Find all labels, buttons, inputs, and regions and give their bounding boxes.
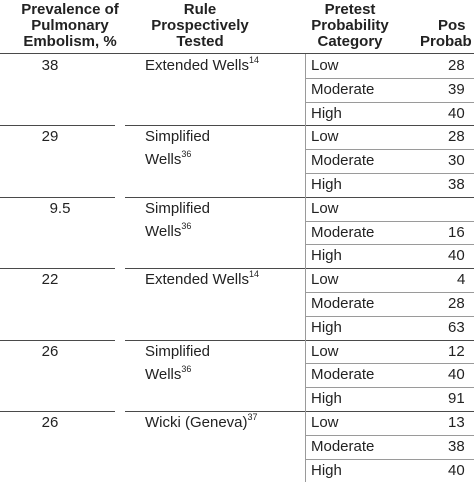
header-rule-line2: Prospectively <box>151 17 249 34</box>
category-label: Low <box>311 342 339 360</box>
subrow-divider <box>306 363 474 364</box>
category-label: Moderate <box>311 295 375 312</box>
rule-name-text: Simplified <box>145 199 211 217</box>
rule-name-text: Wells <box>145 222 182 240</box>
posterior-value: 91 <box>448 390 465 408</box>
subrow-divider <box>306 173 474 174</box>
rule-name <box>145 414 258 432</box>
category-label: Low <box>311 57 339 74</box>
category-label: Low <box>311 199 339 217</box>
category-label: Low <box>311 128 339 146</box>
prevalence-value: 26 <box>41 342 59 360</box>
posterior-value: 38 <box>448 437 465 455</box>
posterior-value: 28 <box>448 57 465 74</box>
subrow-divider <box>306 102 474 103</box>
category-label: Moderate <box>311 437 375 455</box>
prevalence-value: 22 <box>41 271 59 289</box>
header-prevalence-line1: Prevalence of <box>21 1 119 18</box>
subrow-divider <box>306 244 474 245</box>
category-label: Moderate <box>311 366 375 384</box>
section-divider <box>125 197 474 198</box>
prevalence-value: 26 <box>41 414 59 431</box>
category-label: High <box>311 390 342 408</box>
rule-name-line <box>145 414 258 432</box>
category-column-border <box>305 54 306 125</box>
rule-name-text: Simplified <box>145 128 211 146</box>
section-divider <box>125 411 474 412</box>
category-label: High <box>311 104 342 122</box>
section-divider <box>125 268 474 269</box>
rule-name-line <box>145 200 210 218</box>
posterior-value: 30 <box>448 152 465 170</box>
posterior-value: 28 <box>448 295 465 312</box>
subrow-divider <box>306 459 474 460</box>
category-column-border <box>305 340 306 411</box>
rule-name-line <box>145 363 210 384</box>
header-category <box>284 2 416 50</box>
rule-name-text: Extended Wells <box>145 271 249 289</box>
section-divider <box>0 340 115 341</box>
header-rule-line <box>0 53 474 54</box>
header-rule-line1: Rule <box>183 1 217 18</box>
rule-name <box>145 57 259 75</box>
rule-name-text: Extended Wells <box>145 57 249 74</box>
prevalence-value: 9.5 <box>49 199 71 217</box>
subrow-divider <box>306 78 474 79</box>
posterior-value: 13 <box>448 414 465 431</box>
rule-name-line <box>145 271 259 289</box>
subrow-divider <box>306 221 474 222</box>
posterior-value: 63 <box>448 318 465 336</box>
category-column-border <box>305 268 306 339</box>
reference-superscript: 14 <box>248 269 259 280</box>
category-label: Low <box>311 271 339 289</box>
category-label: High <box>311 461 342 479</box>
subrow-divider <box>306 316 474 317</box>
posterior-value: 38 <box>448 176 465 193</box>
rule-name <box>145 128 210 169</box>
subrow-divider <box>306 149 474 150</box>
header-rule-line3: Tested <box>176 33 224 50</box>
posterior-value: 39 <box>448 80 465 98</box>
section-divider <box>125 125 474 126</box>
posterior-value: 40 <box>448 104 465 122</box>
header-posterior-line2: Probab <box>420 33 472 50</box>
header-category-line3: Category <box>317 33 383 50</box>
rule-name-line <box>145 151 210 169</box>
category-label: Moderate <box>311 80 375 98</box>
posterior-value: 12 <box>448 342 465 360</box>
header-prevalence-line3: Embolism, % <box>23 33 117 50</box>
reference-superscript: 36 <box>181 363 192 374</box>
category-label: Low <box>311 414 339 431</box>
header-prevalence <box>0 2 140 50</box>
rule-name-line <box>145 57 259 75</box>
posterior-value: 40 <box>448 366 465 384</box>
category-column-border <box>305 411 306 482</box>
rule-name-text: Wells <box>145 151 182 169</box>
reference-superscript: 37 <box>247 412 258 422</box>
rule-name <box>145 200 210 241</box>
section-divider <box>0 197 115 198</box>
rule-name <box>145 271 259 289</box>
header-rule <box>120 2 280 50</box>
rule-name <box>145 343 210 384</box>
posterior-value: 40 <box>448 461 465 479</box>
category-label: High <box>311 318 342 336</box>
posterior-value: 16 <box>448 223 465 241</box>
category-column-border <box>305 197 306 268</box>
category-label: Moderate <box>311 152 375 170</box>
reference-superscript: 36 <box>181 149 192 160</box>
rule-name-text: Simplified <box>145 342 211 360</box>
reference-superscript: 36 <box>181 220 192 231</box>
posterior-value: 40 <box>448 247 465 265</box>
header-prevalence-line2: Pulmonary <box>31 17 109 34</box>
header-posterior <box>420 18 474 50</box>
category-column-border <box>305 125 306 196</box>
rule-name-text: Wells <box>145 365 182 383</box>
category-label: Moderate <box>311 223 375 241</box>
section-divider <box>0 268 115 269</box>
header-category-line1: Pretest <box>324 1 376 18</box>
header-posterior-line1: Pos <box>438 17 466 34</box>
subrow-divider <box>306 292 474 293</box>
reference-superscript: 14 <box>248 55 259 65</box>
rule-name-line <box>145 220 210 241</box>
posterior-value: 28 <box>448 128 465 146</box>
header-category-line2: Probability <box>311 17 389 34</box>
rule-name-line <box>145 128 210 146</box>
subrow-divider <box>306 387 474 388</box>
subrow-divider <box>306 435 474 436</box>
prevalence-value: 38 <box>41 57 59 74</box>
rule-name-text: Wicki (Geneva) <box>145 414 248 431</box>
table-header <box>0 0 474 52</box>
section-divider <box>0 411 115 412</box>
rule-name-line <box>145 343 210 361</box>
category-label: High <box>311 247 342 265</box>
posterior-value: 4 <box>457 271 466 289</box>
category-label: High <box>311 176 342 193</box>
prevalence-value: 29 <box>41 128 59 146</box>
section-divider <box>125 340 474 341</box>
section-divider <box>0 125 115 126</box>
